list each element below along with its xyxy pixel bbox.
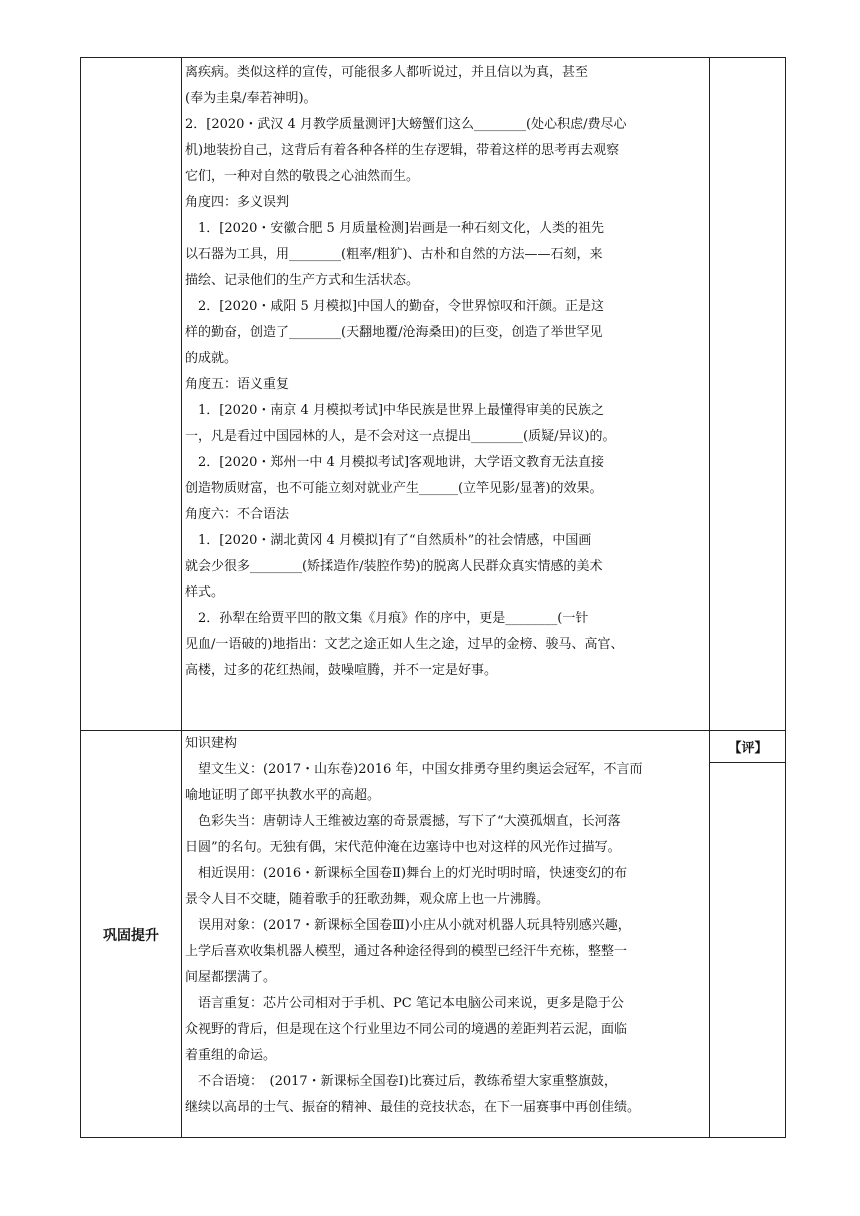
- text-line: 一，凡是看过中国园林的人，是不会对这一点提出________(质疑/异议)的。: [185, 429, 616, 444]
- lower-content: [185, 731, 705, 1121]
- text-line: 景令人目不交睫，随着歌手的狂歌劲舞，观众席上也一片沸腾。: [185, 892, 550, 907]
- text-line: 色彩失当：唐朝诗人王维被边塞的奇景震撼，写下了“大漠孤烟直，长河落: [185, 814, 621, 829]
- text-line: 机)地装扮自己，这背后有着各种各样的生存逻辑，带着这样的思考再去观察: [185, 143, 620, 158]
- text-line: 2．[2020・郑州一中 4 月模拟考试]客观地讲，大学语文教育无法直接: [185, 455, 605, 470]
- text-line: 样式。: [185, 585, 225, 600]
- text-line: 不合语境： (2017・新课标全国卷Ⅰ)比赛过后，教练希望大家重整旗鼓，: [185, 1074, 617, 1089]
- text-line: 见血/一语破的)地指出：文艺之途正如人生之途，过早的金榜、骏马、高官、: [185, 637, 624, 652]
- subheading: 角度五：语义重复: [185, 377, 290, 392]
- text-line: 上学后喜欢收集机器人模型，通过各种途径得到的模型已经汗牛充栋，整整一: [185, 944, 628, 959]
- text-line: 误用对象：(2017・新课标全国卷Ⅲ)小庄从小就对机器人玩具特别感兴趣，: [185, 918, 631, 933]
- subheading: 角度四：多义误判: [185, 195, 290, 210]
- text-line: (奉为圭臬/奉若神明)。: [185, 91, 317, 106]
- text-line: 1．[2020・安徽合肥 5 月质量检测]岩画是一种石刻文化，人类的祖先: [185, 221, 605, 236]
- eval-divider: [709, 762, 785, 763]
- upper-content: [185, 60, 705, 684]
- text-line: 它们，一种对自然的敬畏之心油然而生。: [185, 169, 420, 184]
- column-divider: [709, 58, 710, 1137]
- text-line: 1．[2020・湖北黄冈 4 月模拟]有了“自然质朴”的社会情感，中国画: [185, 533, 592, 548]
- worksheet-table: [80, 57, 786, 1138]
- text-line: 以石器为工具，用________(粗率/粗犷)、古朴和自然的方法——石刻，来: [185, 247, 603, 262]
- subheading: 角度六：不合语法: [185, 507, 290, 522]
- text-line: 样的勤奋，创造了________(天翻地覆/沧海桑田)的巨变，创造了举世罕见: [185, 325, 603, 340]
- text-line: 的成就。: [185, 351, 238, 366]
- column-divider: [181, 58, 182, 1137]
- text-line: 相近误用：(2016・新课标全国卷Ⅱ)舞台上的灯光时明时暗，快速变幻的布: [185, 866, 628, 881]
- text-line: 着重组的命运。: [185, 1048, 277, 1063]
- text-line: 众视野的背后，但是现在这个行业里边不同公司的境遇的差距判若云泥，面临: [185, 1022, 628, 1037]
- text-line: 望文生义：(2017・山东卷)2016 年，中国女排勇夺里约奥运会冠军，不言而: [185, 762, 643, 777]
- text-line: 2．[2020・武汉 4 月教学质量测评]大螃蟹们这么________(处心积虑/费尽心: [185, 117, 627, 132]
- text-line: 1．[2020・南京 4 月模拟考试]中华民族是世界上最懂得审美的民族之: [185, 403, 605, 418]
- eval-label: 【评】: [728, 740, 768, 756]
- text-line: 继续以高昂的士气、振奋的精神、最佳的竞技状态，在下一届赛事中再创佳绩。: [185, 1100, 641, 1115]
- text-line: 2．[2020・咸阳 5 月模拟]中国人的勤奋，令世界惊叹和汗颜。正是这: [185, 299, 605, 314]
- text-line: 日圆”的名句。无独有偶，宋代范仲淹在边塞诗中也对这样的风光作过描写。: [185, 840, 621, 855]
- section-label: 巩固提升: [103, 928, 159, 944]
- section-heading: 知识建构: [185, 736, 238, 751]
- text-line: 间屋都摆满了。: [185, 970, 277, 985]
- text-line: 语言重复：芯片公司相对于手机、PC 笔记本电脑公司来说，更多是隐于公: [185, 996, 624, 1011]
- text-line: 描绘、记录他们的生产方式和生活状态。: [185, 273, 420, 288]
- text-line: 高楼，过多的花红热闹，鼓噪喧腾，并不一定是好事。: [185, 663, 498, 678]
- text-line: 创造物质财富，也不可能立刻对就业产生______(立竿见影/显著)的效果。: [185, 481, 603, 496]
- text-line: 2．孙犁在给贾平凹的散文集《月痕》作的序中，更是________(一针: [185, 611, 589, 626]
- text-line: 喻地证明了郎平执教水平的高超。: [185, 788, 381, 803]
- text-line: 就会少很多________(矫揉造作/装腔作势)的脱离人民群众真实情感的美术: [185, 559, 603, 574]
- text-line: 离疾病。类似这样的宣传，可能很多人都听说过，并且信以为真，甚至: [185, 65, 589, 80]
